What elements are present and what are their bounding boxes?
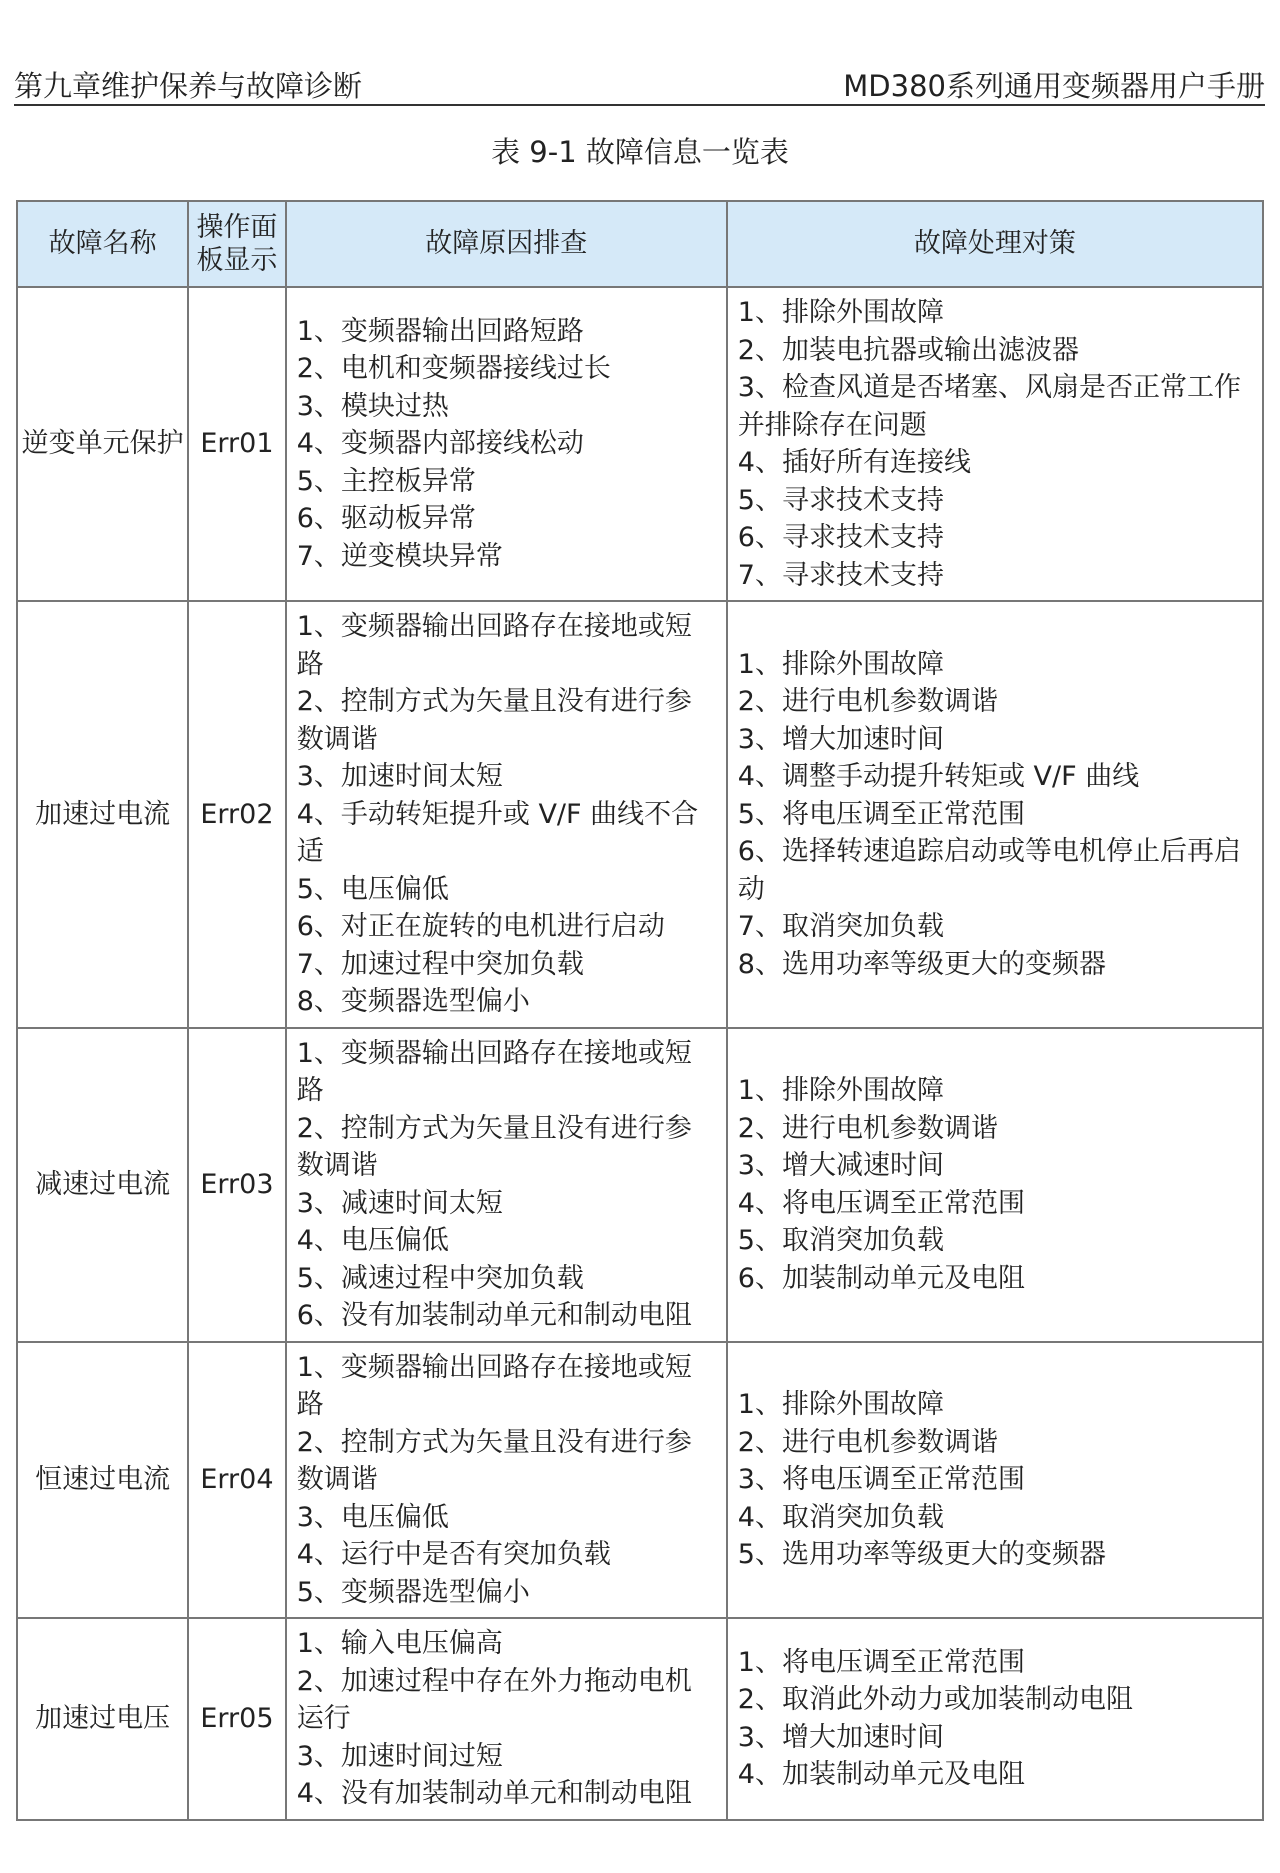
action-item: 2、进行电机参数调谐: [737, 1426, 998, 1458]
fault-causes: [286, 287, 727, 601]
action-item: 2、进行电机参数调谐: [737, 1112, 998, 1144]
fault-code: Err01: [188, 287, 285, 601]
action-item: 2、加装电抗器或输出滤波器: [737, 334, 1079, 366]
fault-code: Err03: [188, 1028, 285, 1342]
action-item: 6、寻求技术支持: [737, 522, 944, 553]
cause-item: 2、加速过程中存在外力拖动电机运行: [296, 1665, 692, 1734]
fault-name: 恒速过电流: [17, 1342, 188, 1619]
cause-item: 4、手动转矩提升或 V/F 曲线不合适: [296, 798, 699, 867]
cause-item: 5、主控板异常: [296, 465, 476, 497]
table-row: [17, 1618, 1263, 1820]
cause-item: 1、变频器输出回路存在接地或短路: [296, 611, 692, 680]
action-item: 3、将电压调至正常范围: [737, 1464, 1025, 1495]
cause-item: 4、没有加装制动单元和制动电阻: [296, 1778, 692, 1809]
cause-item: 2、控制方式为矢量且没有进行参数调谐: [296, 1112, 692, 1181]
cause-item: 8、变频器选型偏小: [296, 986, 530, 1017]
fault-actions: [727, 1342, 1263, 1619]
action-item: 5、寻求技术支持: [737, 484, 944, 516]
action-item: 3、增大减速时间: [737, 1150, 944, 1181]
cause-item: 6、驱动板异常: [296, 503, 476, 535]
action-item: 2、取消此外动力或加装制动电阻: [737, 1684, 1133, 1716]
action-item: 5、选用功率等级更大的变频器: [737, 1539, 1106, 1570]
col-header-panel-display: [188, 201, 285, 287]
col-header-fault-name: 故障名称: [17, 201, 188, 287]
cause-item: 5、电压偏低: [296, 873, 449, 905]
cause-item: 1、变频器输出回路存在接地或短路: [296, 1037, 692, 1106]
action-item: 3、增大加速时间: [737, 1721, 944, 1753]
chapter-title: 第九章维护保养与故障诊断: [14, 69, 363, 103]
cause-item: 5、变频器选型偏小: [296, 1576, 530, 1608]
table-header-row: [17, 201, 1263, 287]
fault-causes: [286, 1618, 727, 1820]
table-row: [17, 1028, 1263, 1342]
fault-actions: [727, 1028, 1263, 1342]
action-item: 8、选用功率等级更大的变频器: [737, 948, 1106, 980]
header-divider: [14, 104, 1265, 106]
fault-actions: [727, 601, 1263, 1028]
table-row: [17, 287, 1263, 601]
cause-item: 6、对正在旋转的电机进行启动: [296, 911, 665, 942]
fault-name: 逆变单元保护: [17, 287, 188, 601]
page-header: [14, 56, 1265, 106]
action-item: 4、将电压调至正常范围: [737, 1187, 1025, 1219]
action-item: 3、检查风道是否堵塞、风扇是否正常工作并排除存在问题: [737, 372, 1241, 441]
fault-name: 加速过电流: [17, 601, 188, 1028]
manual-title: MD380系列通用变频器用户手册: [843, 69, 1265, 103]
action-item: 1、将电压调至正常范围: [737, 1646, 1025, 1678]
fault-actions: [727, 1618, 1263, 1820]
cause-item: 3、减速时间太短: [296, 1187, 503, 1219]
cause-item: 3、电压偏低: [296, 1501, 449, 1533]
fault-actions: [727, 287, 1263, 601]
fault-causes: [286, 1028, 727, 1342]
cause-item: 1、变频器输出回路短路: [296, 315, 584, 347]
cause-item: 7、逆变模块异常: [296, 540, 503, 572]
cause-item: 4、变频器内部接线松动: [296, 428, 584, 460]
cause-item: 2、控制方式为矢量且没有进行参数调谐: [296, 686, 692, 755]
cause-item: 3、模块过热: [296, 390, 449, 422]
action-item: 2、进行电机参数调谐: [737, 686, 998, 717]
action-item: 1、排除外围故障: [737, 1389, 944, 1420]
col-header-panel-display-line2: 板显示: [196, 245, 278, 276]
fault-name: 减速过电流: [17, 1028, 188, 1342]
table-title: 表 9-1 故障信息一览表: [491, 135, 789, 169]
action-item: 6、加装制动单元及电阻: [737, 1262, 1025, 1294]
fault-code: Err04: [188, 1342, 285, 1619]
col-header-causes: 故障原因排查: [286, 201, 727, 287]
action-item: 4、取消突加负载: [737, 1501, 944, 1533]
cause-item: 6、没有加装制动单元和制动电阻: [296, 1300, 692, 1331]
cause-item: 1、变频器输出回路存在接地或短路: [296, 1351, 692, 1420]
col-header-actions: 故障处理对策: [727, 201, 1263, 287]
action-item: 5、将电压调至正常范围: [737, 798, 1025, 830]
action-item: 1、排除外围故障: [737, 648, 944, 680]
fault-code: Err05: [188, 1618, 285, 1820]
cause-item: 4、运行中是否有突加负载: [296, 1539, 611, 1570]
action-item: 4、调整手动提升转矩或 V/F 曲线: [737, 761, 1140, 792]
action-item: 1、排除外围故障: [737, 1075, 944, 1106]
cause-item: 5、减速过程中突加负载: [296, 1262, 584, 1294]
cause-item: 4、电压偏低: [296, 1225, 449, 1256]
fault-causes: [286, 601, 727, 1028]
cause-item: 3、加速时间过短: [296, 1740, 503, 1772]
fault-name: 加速过电压: [17, 1618, 188, 1820]
action-item: 1、排除外围故障: [737, 297, 944, 328]
action-item: 7、取消突加负载: [737, 911, 944, 942]
cause-item: 2、电机和变频器接线过长: [296, 353, 611, 385]
cause-item: 3、加速时间太短: [296, 761, 503, 792]
cause-item: 1、输入电压偏高: [296, 1628, 503, 1659]
action-item: 4、加装制动单元及电阻: [737, 1759, 1025, 1791]
action-item: 4、插好所有连接线: [737, 447, 971, 478]
table-row: [17, 1342, 1263, 1619]
cause-item: 2、控制方式为矢量且没有进行参数调谐: [296, 1426, 692, 1495]
fault-code: Err02: [188, 601, 285, 1028]
fault-causes: [286, 1342, 727, 1619]
cause-item: 7、加速过程中突加负载: [296, 948, 584, 980]
action-item: 5、取消突加负载: [737, 1225, 944, 1256]
table-row: [17, 601, 1263, 1028]
col-header-panel-display-line1: 操作面: [196, 212, 278, 243]
fault-table: [16, 200, 1264, 1821]
action-item: 3、增大加速时间: [737, 723, 944, 755]
action-item: 7、寻求技术支持: [737, 559, 944, 591]
action-item: 6、选择转速追踪启动或等电机停止后再启动: [737, 836, 1241, 905]
